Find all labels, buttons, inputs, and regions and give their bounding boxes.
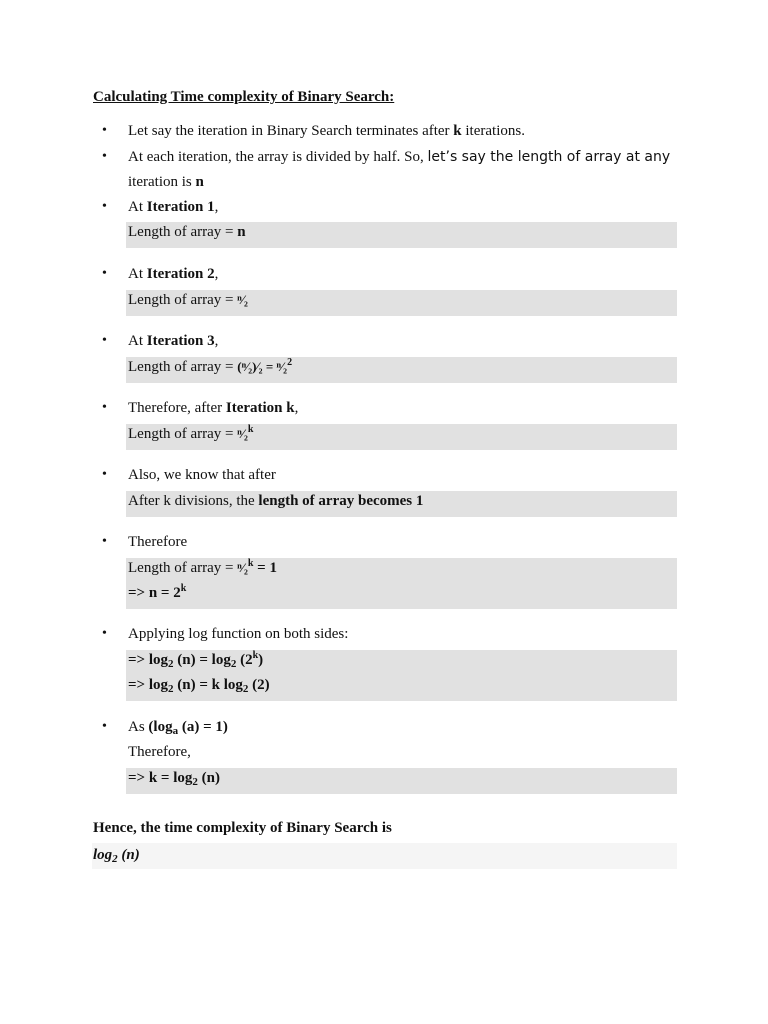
fraction: ⁿ⁄₂ [237,560,248,575]
bold-segment: length of array becomes 1 [258,493,424,509]
box-text-10 [128,768,220,789]
bullet-text-10 [128,717,228,738]
text-segment: => log [128,652,169,668]
bullet-marker: • [102,123,107,138]
bullet-marker: • [102,149,107,164]
text-segment: At [128,333,147,349]
superscript: 2 [287,357,293,368]
box-text-6 [128,424,253,446]
bold-segment: => n = 2 [128,585,181,601]
bullet-text-1 [128,121,525,141]
box-text-3 [128,222,246,242]
answer-box [92,843,677,869]
text-segment: (n) [117,847,140,863]
text-segment: , [214,333,219,349]
text-segment: ) [258,652,264,668]
bullet-text-2-line-1 [128,147,670,167]
bold-segment: Iteration 2 [146,266,215,282]
text-segment: Let say the iteration in Binary Search terminates after [128,123,454,139]
subscript: 2 [242,683,249,695]
answer-text [93,845,140,866]
box-text-5 [128,357,292,379]
bullet-marker: • [102,626,107,641]
box-text-8-line-2 [128,583,186,605]
superscript: k [252,650,259,661]
bold-segment: Iteration 1 [146,199,215,215]
text-segment: (n) = k log [173,677,243,693]
text-segment: iteration is [128,174,196,190]
subscript: 2 [230,658,237,670]
bold-segment: = 1 [253,560,277,576]
fraction: ⁿ⁄₂ [237,292,248,307]
box-text-8-line-1 [128,558,277,580]
bullet-text-3 [128,197,218,217]
text-segment: Therefore, after [128,400,226,416]
text-segment: (n) [197,770,220,786]
bullet-marker: • [102,333,107,348]
text-segment: Length of array = [128,560,238,576]
text-segment: , [214,266,219,282]
box-text-9-line-1 [128,650,263,672]
text-segment: At [128,266,147,282]
text-segment: , [214,199,219,215]
bullet-text-2-line-2 [128,172,204,192]
bold-segment: (a) = 1) [178,719,228,735]
text-segment: After k divisions, the [128,493,259,509]
text-segment: (2) [248,677,270,693]
subscript: a [172,725,179,737]
text-segment: iterations. [461,123,525,139]
fraction: ⁿ⁄₂ [276,359,288,374]
text-segment: At [128,199,147,215]
text-segment: Length of array = [128,224,238,240]
superscript: k [247,424,254,435]
conclusion-text: Hence, the time complexity of Binary Search is [93,820,392,836]
text-segment: Length of array = [128,359,238,375]
bullet-marker: • [102,266,107,281]
subscript: 2 [192,776,198,788]
box-text-7 [128,491,423,511]
bullet-marker: • [102,199,107,214]
bold-segment: (log [148,719,173,735]
subscript: 2 [112,853,118,865]
fraction: ⁿ⁄₂ [237,426,248,441]
text-segment: log [93,847,113,863]
bullet-text-5 [128,331,218,351]
bold-segment: Iteration 3 [146,333,215,349]
text-segment: let’s say the length of array at any [427,149,671,165]
text-segment: (n) = log [173,652,231,668]
text-segment: At each iteration, the array is divided by half. So, [128,149,428,165]
page-title: Calculating Time complexity of Binary Search: [93,89,395,105]
text-segment: (2 [236,652,253,668]
bullet-text-6 [128,398,298,418]
bullet-marker: • [102,467,107,482]
bold-segment: n [195,174,204,190]
bold-segment: n [237,224,246,240]
box-text-9-line-2 [128,675,270,696]
bold-segment: k [453,123,462,139]
bullet-marker: • [102,534,107,549]
subscript: 2 [168,683,174,695]
bullet-marker: • [102,400,107,415]
bullet-text-4 [128,264,218,284]
text-segment: => log [128,677,169,693]
bullet-text-9: Applying log function on both sides: [128,626,349,642]
bullet-text-10-line-2: Therefore, [128,744,191,760]
bold-segment: Iteration k [225,400,295,416]
bullet-text-7: Also, we know that after [128,467,276,483]
text-segment: , [294,400,299,416]
superscript: k [247,558,254,569]
text-segment: => k = log [128,770,193,786]
bullet-text-8: Therefore [128,534,188,550]
superscript: k [180,583,187,594]
text-segment: Length of array = [128,426,238,442]
box-text-4 [128,290,248,310]
subscript: 2 [168,658,174,670]
text-segment: Length of array = [128,292,238,308]
fraction: (ⁿ⁄₂)⁄₂ = [237,359,277,374]
text-segment: As [128,719,149,735]
bullet-marker: • [102,719,107,734]
